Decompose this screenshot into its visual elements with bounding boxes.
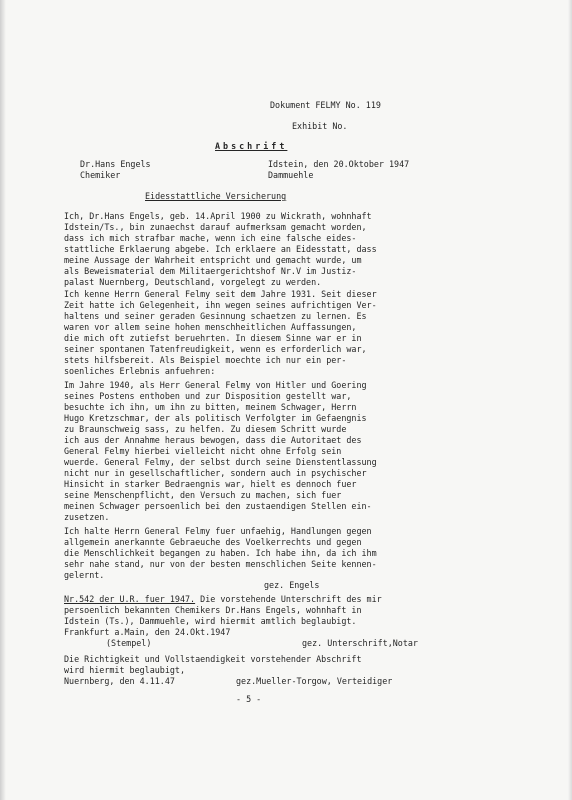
author-name: Dr.Hans Engels xyxy=(80,159,151,169)
place-date: Idstein, den 20.Oktober 1947 xyxy=(268,159,410,169)
section-heading: Eidesstattliche Versicherung xyxy=(145,191,287,201)
stamp-note: (Stempel) xyxy=(106,638,152,648)
paragraph-3-line: Im Jahre 1940, als Herr General Felmy von Hitler und Goering xyxy=(64,380,367,390)
author-profession: Chemiker xyxy=(80,170,121,180)
paragraph-4-line: Ich halte Herrn General Felmy fuer unfaehig, Handlungen gegen xyxy=(64,526,372,536)
paragraph-2-line: soenliches Erlebnis anfuehren: xyxy=(64,366,216,376)
paragraph-3-line: zusetzen. xyxy=(64,512,110,522)
notary-signature: gez. Unterschrift,Notar xyxy=(302,638,418,648)
place-detail: Dammuehle xyxy=(268,170,314,180)
paragraph-3-line: besuchte ich ihn, um ihn zu bitten, meinem Schwager, Herrn xyxy=(64,402,357,412)
page-number: - 5 - xyxy=(236,694,262,704)
paragraph-3-line: Hinsicht in starker Bedraengnis war, hielt es dennoch fuer xyxy=(64,479,357,489)
paragraph-3-line: General Felmy hierbei vielleicht nicht ohne Erfolg sein xyxy=(64,446,342,456)
paragraph-1-line: als Beweismaterial dem Militaergerichtshof Nr.V im Justiz- xyxy=(64,266,357,276)
paragraph-3-line: zu Braunschweig sass, zu helfen. Zu diesem Schritt wurde xyxy=(64,424,347,434)
paragraph-1-line: meine Aussage der Wahrheit entspricht und gemacht wurde, um xyxy=(64,255,362,265)
certification-line: Frankfurt a.Main, den 24.Okt.1947 xyxy=(64,627,231,637)
paragraph-2-line: stets hilfsbereit. Als Beispiel moechte ich nur ein per- xyxy=(64,355,347,365)
certification-line: Idstein (Ts.), Dammuehle, wird hiermit amtlich beglaubigt. xyxy=(64,616,357,626)
paragraph-3-line: meinen Schwager persoenlich bei den zustaendigen Stellen ein- xyxy=(64,501,372,511)
paragraph-1-line: palast Nuernberg, Deutschland, vorgelegt zu werden. xyxy=(64,277,322,287)
scan-edge-left xyxy=(0,0,6,800)
paragraph-1-line: dass ich mich strafbar mache, wenn ich eine falsche eides- xyxy=(64,233,357,243)
paragraph-2-line: seiner spontanen Tatenfreudigkeit, wenn es erforderlich war, xyxy=(64,344,367,354)
certification-line: Nr.542 der U.R. fuer 1947. Die vorstehende Unterschrift des mir xyxy=(64,594,382,604)
paragraph-4-line: allgemein anerkannte Gebraeuche des Voelkerrechts und gegen xyxy=(64,537,362,547)
scan-edge-right xyxy=(568,0,572,800)
paragraph-2-line: haltens und seiner geraden Gesinnung schaetzen zu lernen. Es xyxy=(64,311,367,321)
paragraph-4-line: sehr nahe stand, nur von der besten menschlichen Seite kennen- xyxy=(64,559,377,569)
document-number: Dokument FELMY No. 119 xyxy=(270,100,381,110)
paragraph-2-line: Ich kenne Herrn General Felmy seit dem Jahre 1931. Seit dieser xyxy=(64,289,377,299)
paragraph-2-line: Zeit hatte ich Gelegenheit, ihn wegen seines aufrichtigen Ver- xyxy=(64,300,377,310)
paragraph-3-line: seines Postens enthoben und zur Disposition gestellt war, xyxy=(64,391,352,401)
attestation-line: Die Richtigkeit und Vollstaendigkeit vorstehender Abschrift xyxy=(64,654,362,664)
paragraph-4-line: die Menschlichkeit begangen zu haben. Ich habe ihn, da ich ihm xyxy=(64,548,377,558)
attestation-signer: gez.Mueller-Torgow, Verteidiger xyxy=(236,676,393,686)
exhibit-number: Exhibit No. xyxy=(292,121,348,131)
paragraph-3-line: Hugo Kretzschmar, der als politisch Verfolgter im Gefaengnis xyxy=(64,413,367,423)
certification-line: persoenlich bekannten Chemikers Dr.Hans Engels, wohnhaft in xyxy=(64,605,362,615)
document-title: Abschrift xyxy=(215,141,288,151)
paragraph-1-line: stattliche Erklaerung abgebe. Ich erklaere an Eidesstatt, dass xyxy=(64,244,377,254)
attestation-place-date: Nuernberg, den 4.11.47 xyxy=(64,676,175,686)
attestation-line: wird hiermit beglaubigt, xyxy=(64,665,186,675)
paragraph-4-line: gelernt. xyxy=(64,570,105,580)
paragraph-3-line: seine Menschenpflicht, den Versuch zu machen, sich fuer xyxy=(64,490,342,500)
paragraph-1-line: Ich, Dr.Hans Engels, geb. 14.April 1900 zu Wickrath, wohnhaft xyxy=(64,211,372,221)
signature-engels: gez. Engels xyxy=(264,580,320,590)
paragraph-3-line: nicht nur in gesellschaftlicher, sondern auch in psychischer xyxy=(64,468,367,478)
paragraph-2-line: waren vor allem seine hohen menschheitlichen Auffassungen, xyxy=(64,322,357,332)
paragraph-3-line: ich aus der Annahme heraus bewogen, dass die Autoritaet des xyxy=(64,435,362,445)
paragraph-3-line: wuerde. General Felmy, der selbst durch seine Dienstentlassung xyxy=(64,457,377,467)
paragraph-2-line: die mich oft zutiefst beruehrten. In diesem Sinne war er in xyxy=(64,333,362,343)
paragraph-1-line: Idstein/Ts., bin zunaechst darauf aufmerksam gemacht worden, xyxy=(64,222,367,232)
